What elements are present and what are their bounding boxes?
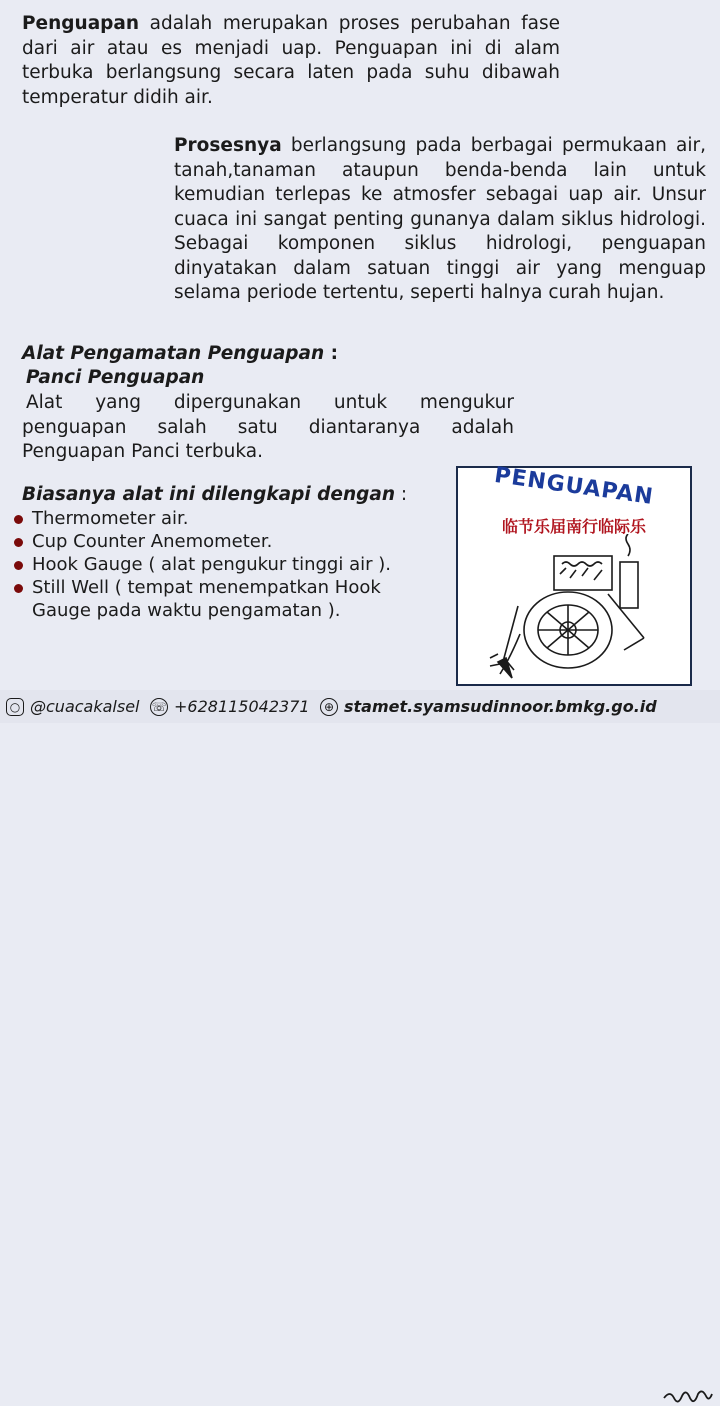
- equipment-item-text: Still Well ( tempat menempatkan Hook Gauge pada waktu pengamatan ).: [32, 577, 381, 621]
- instrument-heading-colon: :: [324, 343, 339, 364]
- website-url: stamet.syamsudinnoor.bmkg.go.id: [344, 697, 657, 716]
- equipment-title-colon: :: [395, 484, 408, 505]
- whatsapp-number: +628115042371: [174, 697, 310, 716]
- footer-instagram[interactable]: [6, 697, 139, 716]
- evaporation-pan-illustration: [456, 462, 692, 686]
- whatsapp-icon: ☏: [151, 699, 167, 714]
- instrument-heading-block: [22, 342, 338, 390]
- process-text: berlangsung pada berbagai permukaan air, tanah,tanaman ataupun benda-benda lain untuk kemudian terlepas ke atmosfer sebagai uap air. Unsur cuaca ini sangat penting gunanya dalam siklus hidrologi. Sebagai komponen siklus hidrologi, penguapan dinyatakan dalam satuan tinggi air yang menguap selama periode tertentu, seperti halnya curah hujan.: [174, 135, 706, 303]
- equipment-item-text: Cup Counter Anemometer.: [32, 531, 273, 552]
- equipment-title-block: [22, 484, 407, 505]
- list-item: [14, 530, 434, 553]
- bullet-icon: [14, 515, 23, 524]
- equipment-title: Biasanya alat ini dilengkapi dengan: [22, 484, 396, 505]
- instagram-icon: ○: [6, 698, 24, 716]
- bullet-icon: [14, 561, 23, 570]
- process-term: Prosesnya: [174, 135, 282, 156]
- footer: [0, 690, 720, 723]
- equipment-item-text: Hook Gauge ( alat pengukur tinggi air ).: [32, 554, 391, 575]
- instrument-heading: Alat Pengamatan Penguapan: [22, 343, 325, 364]
- footer-website[interactable]: [320, 697, 657, 716]
- list-item: [14, 507, 434, 530]
- intro-text: adalah merupakan proses perubahan fase dari air atau es menjadi uap. Penguapan ini di alam terbuka berlangsung secara laten pada suhu dibawah temperatur didih air.: [22, 13, 560, 108]
- illustration-title: PENGUAPAN: [492, 462, 656, 511]
- instrument-description: Alat yang dipergunakan untuk mengukur penguapan salah satu diantaranya adalah Penguapan Panci terbuka.: [22, 392, 514, 462]
- signature-mark: [662, 1386, 714, 1406]
- bullet-icon: [14, 538, 23, 547]
- illustration-subtitle: 临节乐届南行临际乐: [501, 517, 646, 536]
- equipment-list: [14, 507, 434, 622]
- evaporation-pan-drawing: [458, 534, 690, 684]
- process-paragraph: [174, 134, 706, 306]
- list-item: [14, 553, 434, 576]
- intro-term: Penguapan: [22, 13, 140, 34]
- bullet-icon: [14, 584, 23, 593]
- list-item: [14, 576, 434, 622]
- equipment-item-text: Thermometer air.: [32, 508, 189, 529]
- intro-paragraph: [22, 12, 560, 110]
- instagram-handle: @cuacakalsel: [30, 697, 140, 716]
- instrument-subheading: Panci Penguapan: [26, 367, 205, 388]
- footer-whatsapp[interactable]: [150, 697, 310, 716]
- globe-icon: ⊕: [320, 698, 338, 716]
